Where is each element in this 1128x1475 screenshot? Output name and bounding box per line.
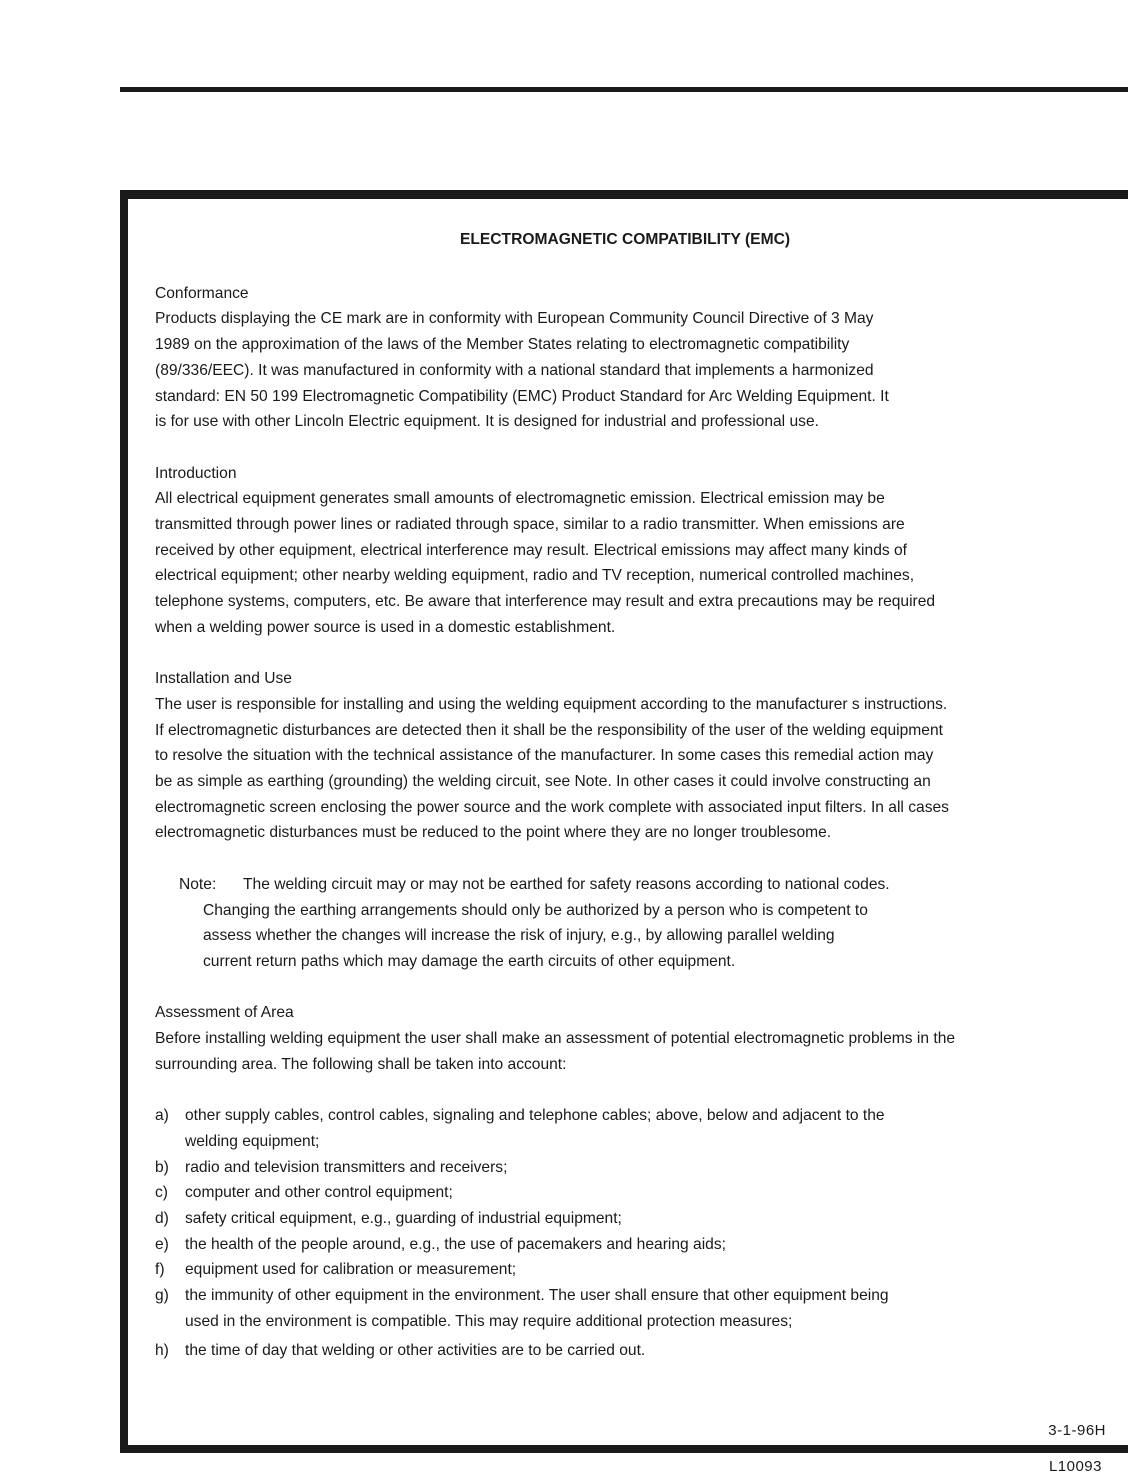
list-marker: f) bbox=[155, 1261, 165, 1279]
note-continuation: Changing the earthing arrangements should only be authorized by a person who is competent to assess whether the changes will increase the risk of injury, e.g., by allowing parallel welding current return paths which may damage the earth circuits of other equipment. bbox=[203, 901, 868, 970]
section-body-introduction: All electrical equipment generates small amounts of electromagnetic emission. Electrical emission may be transmitted through power lines or radiated through space, similar to a radio transmitter. When emissions are received by other equipment, electrical interference may result. Electrical emissions may affect many kinds of electrical equipment; other nearby welding equipment, radio and TV reception, numerical controlled machines, telephone systems, computers, etc. Be aware that interference may result and extra precautions may be required when a welding power source is used in a domestic establishment. bbox=[155, 490, 936, 636]
list-item bbox=[155, 1232, 1055, 1258]
assessment-checklist bbox=[155, 1103, 1055, 1364]
section-heading-introduction: Introduction bbox=[155, 464, 237, 482]
list-marker: h) bbox=[155, 1342, 169, 1360]
note-block bbox=[179, 872, 1055, 975]
list-item-text: computer and other control equipment; bbox=[185, 1184, 453, 1202]
section-heading-assessment: Assessment of Area bbox=[155, 1004, 294, 1022]
header-rule bbox=[120, 87, 1128, 92]
list-item-text: the immunity of other equipment in the environment. The user shall ensure that other equipment being used in the environment is compatible. This may require additional protection measures; bbox=[185, 1287, 889, 1330]
list-marker: d) bbox=[155, 1209, 169, 1227]
section-body-assessment: Before installing welding equipment the user shall make an assessment of potential electromagnetic problems in the surrounding area. The following shall be taken into account: bbox=[155, 1030, 956, 1073]
document-code: L10093 bbox=[1048, 1458, 1102, 1475]
list-marker: a) bbox=[155, 1107, 169, 1125]
note-first-line: The welding circuit may or may not be earthed for safety reasons according to national codes. bbox=[243, 875, 890, 893]
list-item-text: other supply cables, control cables, signaling and telephone cables; above, below and adjacent to the welding equipment; bbox=[185, 1107, 885, 1150]
revision-code: 3-1-96H bbox=[1048, 1422, 1106, 1439]
list-item bbox=[155, 1180, 1055, 1206]
list-item bbox=[155, 1338, 1055, 1364]
list-item-text: radio and television transmitters and receivers; bbox=[185, 1158, 508, 1176]
list-item bbox=[155, 1206, 1055, 1232]
list-item-text: the health of the people around, e.g., the use of pacemakers and hearing aids; bbox=[185, 1235, 726, 1253]
list-item bbox=[155, 1283, 1055, 1334]
page-title: ELECTROMAGNETIC COMPATIBILITY (EMC) bbox=[459, 231, 791, 248]
list-item-text: the time of day that welding or other activities are to be carried out. bbox=[185, 1342, 646, 1360]
list-item bbox=[155, 1103, 1055, 1154]
list-marker: c) bbox=[155, 1184, 168, 1202]
list-item bbox=[155, 1257, 1055, 1283]
list-item bbox=[155, 1155, 1055, 1181]
list-item-text: safety critical equipment, e.g., guarding of industrial equipment; bbox=[185, 1209, 622, 1227]
list-marker: e) bbox=[155, 1235, 169, 1253]
section-body-conformance: Products displaying the CE mark are in conformity with European Community Council Directive of 3 May 1989 on the approximation of the laws of the Member States relating to electromagnetic compatibility (89/336/EEC). It was manufactured in conformity with a national standard that implements a harmonized standard: EN 50 199 Electromagnetic Compatibility (EMC) Product Standard for Arc Welding Equipment. It is for use with other Lincoln Electric equipment. It is designed for industrial and professional use. bbox=[155, 310, 889, 431]
list-marker: g) bbox=[155, 1287, 169, 1305]
emc-notice-content bbox=[155, 227, 1055, 1364]
list-item-text: equipment used for calibration or measurement; bbox=[185, 1261, 517, 1279]
note-label: Note: bbox=[179, 875, 217, 893]
section-heading-conformance: Conformance bbox=[155, 284, 249, 302]
list-marker: b) bbox=[155, 1158, 169, 1176]
section-body-installation: The user is responsible for installing and using the welding equipment according to the manufacturer s instructions. If electromagnetic disturbances are detected then it shall be the responsibility of the user of the welding equipment to resolve the situation with the technical assistance of the manufacturer. In some cases this remedial action may be as simple as earthing (grounding) the welding circuit, see Note. In other cases it could involve constructing an electromagnetic screen enclosing the power source and the work complete with associated input filters. In all cases electromagnetic disturbances must be reduced to the point where they are no longer troublesome. bbox=[155, 695, 949, 842]
section-heading-installation: Installation and Use bbox=[155, 670, 292, 688]
